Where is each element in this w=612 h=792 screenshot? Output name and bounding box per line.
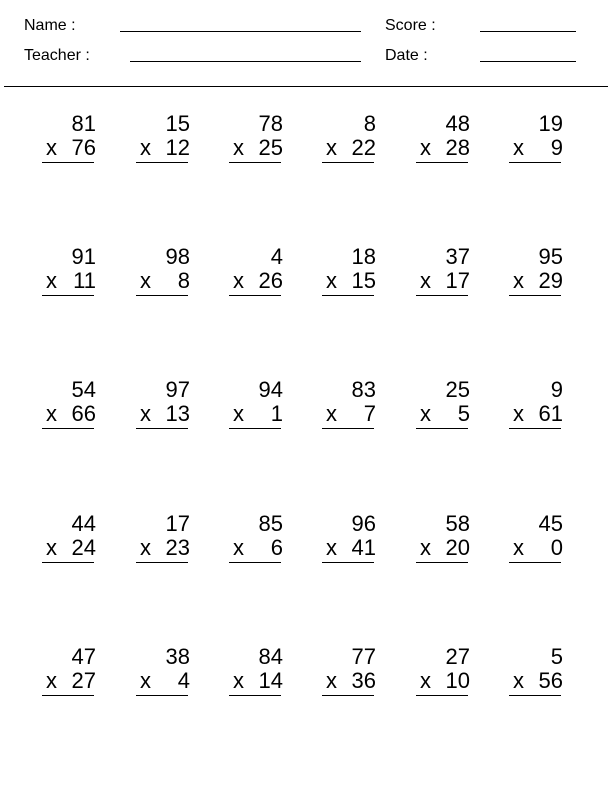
multiply-sign: x bbox=[233, 668, 244, 693]
problem-item bbox=[322, 512, 382, 578]
multiplicand: 98 bbox=[165, 244, 190, 269]
answer-line bbox=[42, 562, 94, 563]
problem-item bbox=[229, 378, 289, 444]
multiplicand: 9 bbox=[550, 377, 563, 402]
multiplier: 1 bbox=[270, 401, 283, 426]
multiplier: 15 bbox=[351, 268, 376, 293]
multiply-sign: x bbox=[140, 268, 151, 293]
multiplier: 14 bbox=[258, 668, 283, 693]
score-label: Score : bbox=[385, 17, 436, 34]
multiplicand: 5 bbox=[550, 644, 563, 669]
answer-line bbox=[229, 562, 281, 563]
multiply-sign: x bbox=[233, 401, 244, 426]
answer-line bbox=[322, 295, 374, 296]
multiplicand: 84 bbox=[258, 644, 283, 669]
multiply-sign: x bbox=[326, 268, 337, 293]
multiplicand: 15 bbox=[165, 111, 190, 136]
multiply-sign: x bbox=[513, 401, 524, 426]
answer-line bbox=[322, 695, 374, 696]
problem-item bbox=[229, 245, 289, 311]
multiply-sign: x bbox=[46, 135, 57, 160]
answer-line bbox=[136, 162, 188, 163]
answer-line bbox=[229, 295, 281, 296]
multiply-sign: x bbox=[420, 268, 431, 293]
multiply-sign: x bbox=[420, 535, 431, 560]
multiplier: 36 bbox=[351, 668, 376, 693]
answer-line bbox=[509, 295, 561, 296]
multiplicand: 37 bbox=[445, 244, 470, 269]
multiply-sign: x bbox=[513, 268, 524, 293]
answer-line bbox=[42, 695, 94, 696]
answer-line bbox=[42, 295, 94, 296]
problem-item bbox=[42, 512, 102, 578]
multiplier: 41 bbox=[351, 535, 376, 560]
multiplier: 23 bbox=[165, 535, 190, 560]
problem-item bbox=[229, 112, 289, 178]
multiplier: 9 bbox=[550, 135, 563, 160]
multiplicand: 19 bbox=[538, 111, 563, 136]
date-label: Date : bbox=[385, 47, 428, 64]
answer-line bbox=[136, 428, 188, 429]
multiplier: 28 bbox=[445, 135, 470, 160]
multiplicand: 94 bbox=[258, 377, 283, 402]
multiply-sign: x bbox=[46, 268, 57, 293]
multiplier: 27 bbox=[71, 668, 96, 693]
answer-line bbox=[322, 162, 374, 163]
answer-line bbox=[229, 695, 281, 696]
multiply-sign: x bbox=[326, 668, 337, 693]
problem-item bbox=[416, 645, 476, 711]
multiply-sign: x bbox=[326, 135, 337, 160]
problem-item bbox=[42, 112, 102, 178]
multiplier: 5 bbox=[457, 401, 470, 426]
teacher-label: Teacher : bbox=[24, 47, 90, 64]
problem-item bbox=[509, 378, 569, 444]
answer-line bbox=[322, 428, 374, 429]
multiply-sign: x bbox=[513, 668, 524, 693]
multiplicand: 4 bbox=[270, 244, 283, 269]
multiply-sign: x bbox=[140, 535, 151, 560]
multiply-sign: x bbox=[420, 135, 431, 160]
multiply-sign: x bbox=[420, 668, 431, 693]
multiplier: 10 bbox=[445, 668, 470, 693]
multiplier: 8 bbox=[177, 268, 190, 293]
answer-line bbox=[136, 695, 188, 696]
multiplier: 26 bbox=[258, 268, 283, 293]
problem-item bbox=[229, 645, 289, 711]
problem-item bbox=[509, 245, 569, 311]
date-field[interactable] bbox=[480, 61, 576, 62]
multiplicand: 25 bbox=[445, 377, 470, 402]
problem-item bbox=[136, 378, 196, 444]
multiplicand: 8 bbox=[363, 111, 376, 136]
multiplier: 20 bbox=[445, 535, 470, 560]
multiply-sign: x bbox=[140, 668, 151, 693]
multiply-sign: x bbox=[46, 668, 57, 693]
answer-line bbox=[509, 562, 561, 563]
multiplier: 22 bbox=[351, 135, 376, 160]
problem-item bbox=[509, 645, 569, 711]
problem-item bbox=[509, 512, 569, 578]
multiplier: 12 bbox=[165, 135, 190, 160]
problem-item bbox=[42, 378, 102, 444]
teacher-field[interactable] bbox=[130, 61, 361, 62]
multiplicand: 38 bbox=[165, 644, 190, 669]
multiplier: 24 bbox=[71, 535, 96, 560]
answer-line bbox=[416, 428, 468, 429]
multiplicand: 58 bbox=[445, 511, 470, 536]
problem-item bbox=[416, 112, 476, 178]
answer-line bbox=[509, 162, 561, 163]
multiplicand: 17 bbox=[165, 511, 190, 536]
answer-line bbox=[136, 562, 188, 563]
answer-line bbox=[509, 428, 561, 429]
answer-line bbox=[229, 428, 281, 429]
multiply-sign: x bbox=[140, 135, 151, 160]
multiplicand: 77 bbox=[351, 644, 376, 669]
answer-line bbox=[416, 695, 468, 696]
multiplicand: 78 bbox=[258, 111, 283, 136]
multiplier: 29 bbox=[538, 268, 563, 293]
answer-line bbox=[42, 428, 94, 429]
multiplicand: 91 bbox=[71, 244, 96, 269]
problem-item bbox=[322, 112, 382, 178]
multiplier: 6 bbox=[270, 535, 283, 560]
multiply-sign: x bbox=[233, 135, 244, 160]
multiplier: 25 bbox=[258, 135, 283, 160]
problem-item bbox=[42, 645, 102, 711]
multiplicand: 95 bbox=[538, 244, 563, 269]
multiplier: 17 bbox=[445, 268, 470, 293]
answer-line bbox=[416, 562, 468, 563]
multiply-sign: x bbox=[233, 268, 244, 293]
multiplicand: 47 bbox=[71, 644, 96, 669]
problem-item bbox=[136, 112, 196, 178]
multiplicand: 83 bbox=[351, 377, 376, 402]
multiply-sign: x bbox=[140, 401, 151, 426]
multiplier: 11 bbox=[73, 268, 96, 293]
multiplier: 4 bbox=[177, 668, 190, 693]
multiply-sign: x bbox=[513, 135, 524, 160]
problem-item bbox=[136, 245, 196, 311]
multiply-sign: x bbox=[326, 401, 337, 426]
multiplier: 7 bbox=[363, 401, 376, 426]
answer-line bbox=[42, 162, 94, 163]
multiplier: 13 bbox=[165, 401, 190, 426]
problem-item bbox=[229, 512, 289, 578]
problem-item bbox=[322, 378, 382, 444]
name-field[interactable] bbox=[120, 31, 361, 32]
multiply-sign: x bbox=[513, 535, 524, 560]
multiplicand: 48 bbox=[445, 111, 470, 136]
problem-item bbox=[416, 245, 476, 311]
multiplicand: 45 bbox=[538, 511, 563, 536]
multiplicand: 54 bbox=[71, 377, 96, 402]
problem-item bbox=[416, 512, 476, 578]
answer-line bbox=[509, 695, 561, 696]
multiplicand: 85 bbox=[258, 511, 283, 536]
multiplier: 76 bbox=[71, 135, 96, 160]
multiplicand: 96 bbox=[351, 511, 376, 536]
multiplicand: 18 bbox=[351, 244, 376, 269]
problem-item bbox=[42, 245, 102, 311]
answer-line bbox=[322, 562, 374, 563]
answer-line bbox=[416, 162, 468, 163]
multiplicand: 81 bbox=[71, 111, 96, 136]
multiply-sign: x bbox=[420, 401, 431, 426]
problem-item bbox=[136, 645, 196, 711]
multiplicand: 44 bbox=[71, 511, 96, 536]
multiply-sign: x bbox=[233, 535, 244, 560]
answer-line bbox=[136, 295, 188, 296]
multiply-sign: x bbox=[46, 401, 57, 426]
problem-item bbox=[416, 378, 476, 444]
score-field[interactable] bbox=[480, 31, 576, 32]
name-label: Name : bbox=[24, 17, 76, 34]
problem-item bbox=[136, 512, 196, 578]
header-divider bbox=[4, 86, 608, 87]
answer-line bbox=[229, 162, 281, 163]
problem-item bbox=[509, 112, 569, 178]
multiplier: 61 bbox=[538, 401, 563, 426]
multiply-sign: x bbox=[326, 535, 337, 560]
multiplicand: 97 bbox=[165, 377, 190, 402]
answer-line bbox=[416, 295, 468, 296]
multiplicand: 27 bbox=[445, 644, 470, 669]
problem-item bbox=[322, 245, 382, 311]
problem-item bbox=[322, 645, 382, 711]
multiplier: 0 bbox=[550, 535, 563, 560]
multiplier: 56 bbox=[538, 668, 563, 693]
multiply-sign: x bbox=[46, 535, 57, 560]
multiplier: 66 bbox=[71, 401, 96, 426]
